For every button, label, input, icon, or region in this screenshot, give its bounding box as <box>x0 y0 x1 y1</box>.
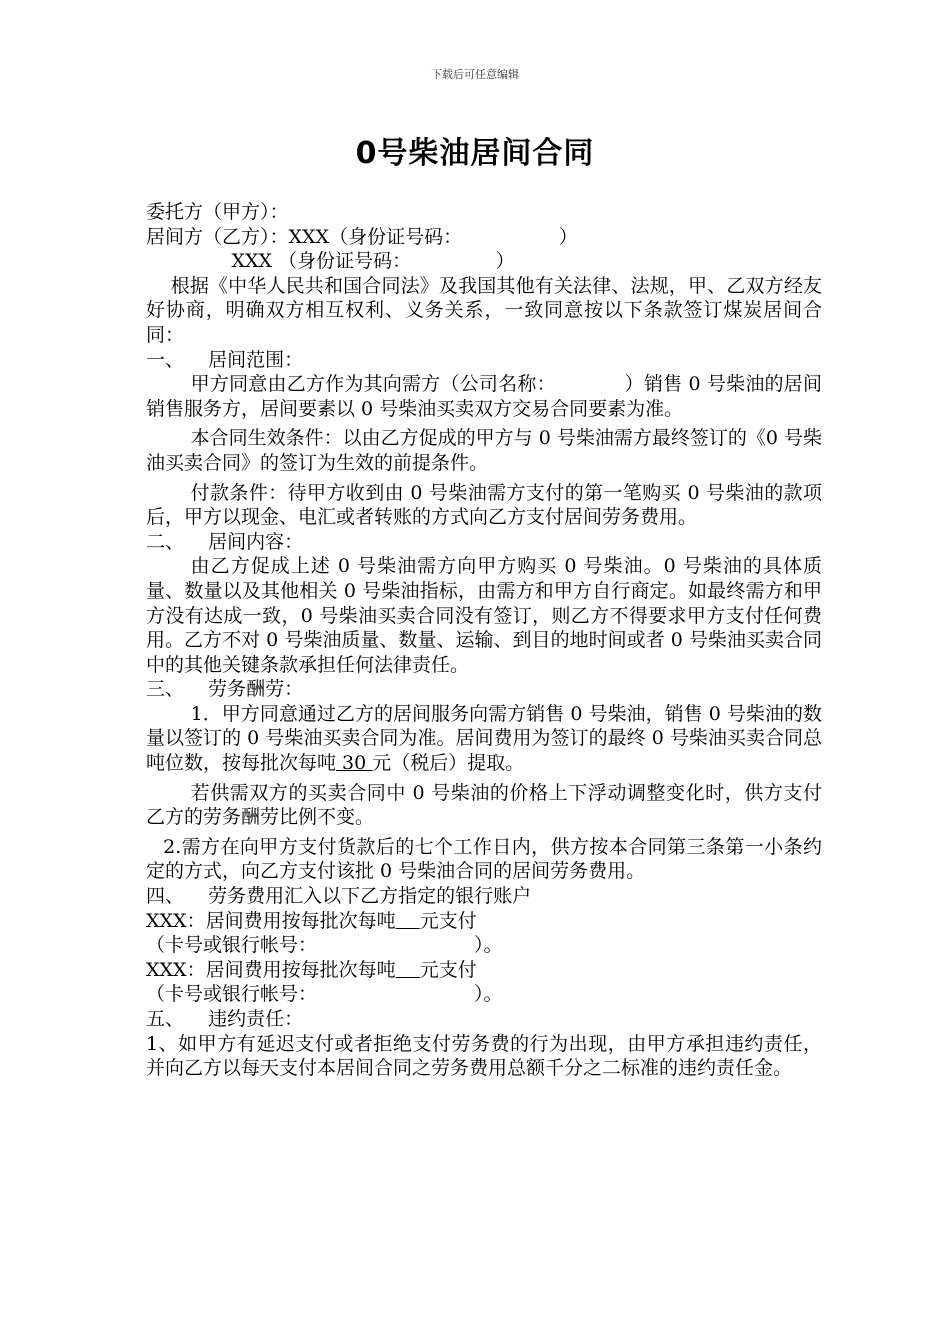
fee-amount: 30 <box>336 752 373 775</box>
section-1-paragraph-2: 本合同生效条件：以由乙方促成的甲方与 0 号柴油需方最终签订的《0 号柴油买卖合同》的签订为生效的前提条件。 <box>146 427 822 474</box>
account-2-fee-blank <box>396 959 420 981</box>
account-1-fee-post: 元支付 <box>419 909 477 932</box>
section-2-paragraph-1: 由乙方促成上述 0 号柴油需方向甲方购买 0 号柴油。0 号柴油的具体质量、数量以及其他相关 0 号柴油指标，由需方和甲方自行商定。如最终需方和甲方没有达成一致，0 号柴油买卖合同没有签订，则乙方不得要求甲方支付任何费用。乙方不对 0 号柴油质量、数量、运输、到目的地时间或者 0 号柴油买卖合同中的其他关键条款承担任何法律责任。 <box>146 555 822 676</box>
account-1-fee-line <box>146 909 822 934</box>
account-2-card-line: （卡号或银行帐号： ）。 <box>146 983 503 1006</box>
account-1-fee-pre: XXX：居间费用按每批次每吨 <box>146 909 396 932</box>
party-b-second-line: XXX （身份证号码： ） <box>231 250 515 273</box>
section-1-heading: 一、 居间范围： <box>146 348 304 371</box>
contract-body <box>146 200 822 1081</box>
header-note: 下载后可任意编辑 <box>431 68 519 81</box>
section-3-paragraph-2: 若供需双方的买卖合同中 0 号柴油的价格上下浮动调整变化时，供方支付乙方的劳务酬劳比例不变。 <box>146 781 822 829</box>
account-1-fee-blank <box>396 910 420 932</box>
section-3-paragraph-3: 2.需方在向甲方支付货款后的七个工作日内，供方按本合同第三条第一小条约定的方式，向乙方支付该批 0 号柴油合同的居间劳务费用。 <box>146 835 822 883</box>
section-2-heading: 二、 居间内容： <box>146 530 304 553</box>
section-1-paragraph-1: 甲方同意由乙方作为其向需方（公司名称： ）销售 0 号柴油的居间销售服务方，居间要素以 0 号柴油买卖双方交易合同要素为准。 <box>146 373 822 420</box>
section-4-heading: 四、 劳务费用汇入以下乙方指定的银行账户 <box>146 885 532 908</box>
account-1-card-line: （卡号或银行帐号： ）。 <box>146 934 503 957</box>
section-3-paragraph-1 <box>146 702 822 776</box>
section-5-paragraph-1: 1、如甲方有延迟支付或者拒绝支付劳务费的行为出现，由甲方承担违约责任，并向乙方以每天支付本居间合同之劳务费用总额千分之二标准的违约责任金。 <box>146 1032 822 1080</box>
party-b-line: 居间方（乙方）：XXX（身份证号码： ） <box>146 225 578 248</box>
account-2-fee-line <box>146 958 822 983</box>
account-2-fee-post: 元支付 <box>419 958 477 981</box>
account-2-fee-pre: XXX：居间费用按每批次每吨 <box>146 958 396 981</box>
section-3-p1-text-a: 1．甲方同意通过乙方的居间服务向需方销售 0 号柴油，销售 0 号柴油的数量以签订的 0 号柴油买卖合同为准。居间费用为签订的最终 0 号柴油买卖合同总吨位数，按每批次每吨 <box>146 702 822 775</box>
document-title: 0号柴油居间合同 <box>355 136 595 171</box>
section-5-heading: 五、 违约责任： <box>146 1008 304 1030</box>
section-3-heading: 三、 劳务酬劳： <box>146 678 304 701</box>
section-3-p1-text-b: 元（税后）提取。 <box>372 752 525 775</box>
section-1-paragraph-3: 付款条件：待甲方收到由 0 号柴油需方支付的第一笔购买 0 号柴油的款项后，甲方以现金、电汇或者转账的方式向乙方支付居间劳务费用。 <box>146 481 822 529</box>
preamble-paragraph: 根据《中华人民共和国合同法》及我国其他有关法律、法规，甲、乙双方经友好协商，明确双方相互权利、义务关系，一致同意按以下条款签订煤炭居间合同： <box>146 274 822 346</box>
party-a-line: 委托方（甲方）： <box>146 201 289 223</box>
